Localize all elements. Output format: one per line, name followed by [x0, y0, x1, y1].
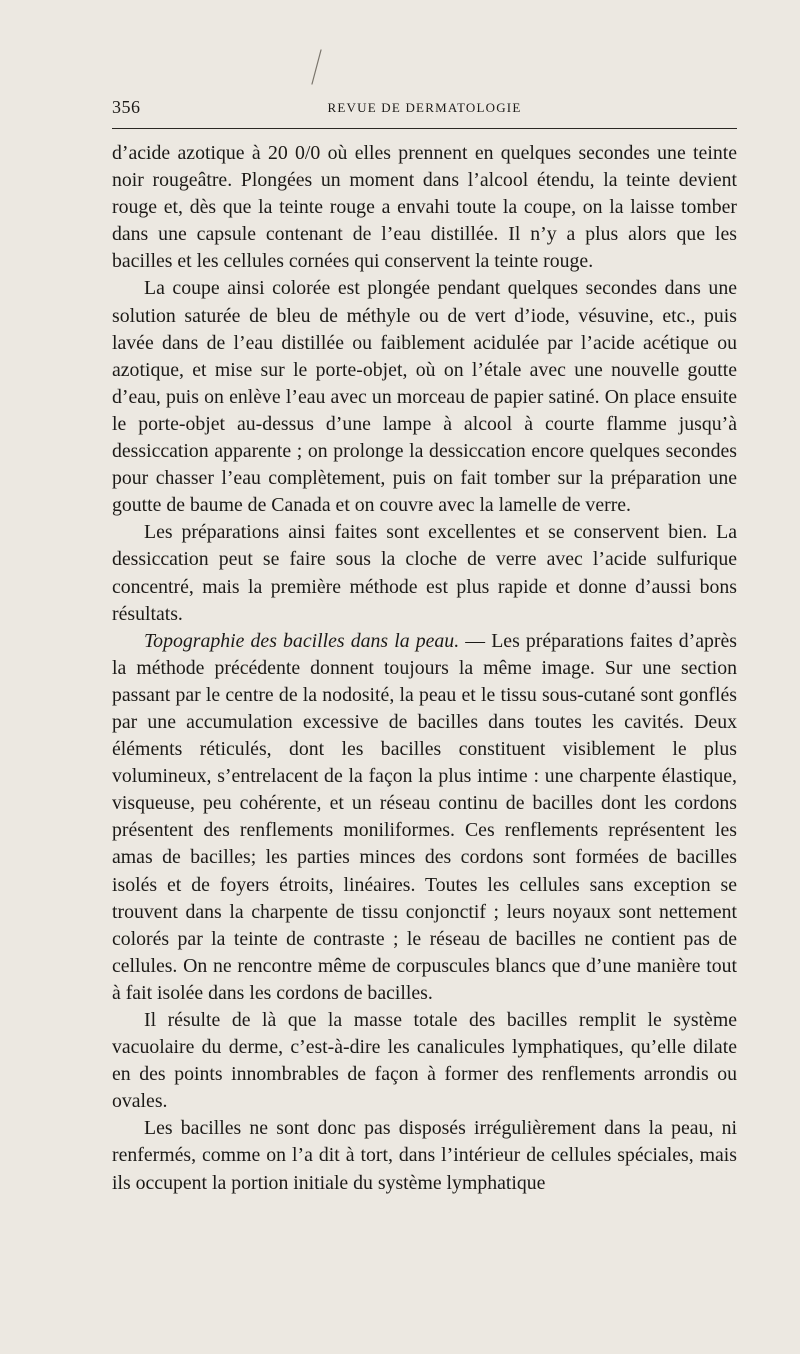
paragraph-text: d’acide azotique à 20 0/0 où elles prennent en quelques secondes une teinte noir rougeâtre. Plongées un moment dans l’alcool étendu, la teinte devient rouge et, dès que la teinte rouge a envahi toute la coupe, on la laisse tomber dans une capsule contenant de l’eau distillée. Il n’y a plus alors que les bacilles et les cellules cornées qui conservent la teinte rouge. — [112, 142, 737, 273]
running-title: REVUE DE DERMATOLOGIE — [327, 100, 522, 115]
paragraph-text: Il résulte de là que la masse totale des bacilles remplit le système vacuolaire du derme, c’est-à-dire les canalicules lymphatiques, qu’elle dilate en des points innombrables de façon à former des renflements arrondis ou ovales. — [112, 1009, 737, 1113]
paragraph — [112, 1007, 737, 1115]
body-text — [112, 140, 737, 1197]
paragraph-text: — Les préparations faites d’après la méthode précédente donnent toujours la même image. Sur une section passant par le centre de la nodosité, la peau et le tissu sous-cutané sont gonflés par une accumulation excessive de bacilles dans toutes les cavités. Deux éléments réticulés, dont les bacilles constituent visiblement le plus volumineux, s’entrelacent de la façon la plus intime : une charpente élastique, visqueuse, peu cohérente, et un réseau continu de bacilles dont les cordons présentent des renflements moniliformes. Ces renflements représentent les amas de bacilles; les parties minces des cordons sont formées de bacilles isolés et de foyers étroits, linéaires. Toutes les cellules sans exception se trouvent dans la charpente de tissu conjonctif ; leurs noyaux sont nettement colorés par la teinte de contraste ; le réseau de bacilles ne contient pas de cellules. On ne rencontre même de corpuscules blancs que d’une manière tout à fait isolée dans les cordons de bacilles. — [112, 629, 737, 1004]
paragraph — [112, 140, 737, 275]
paragraph — [112, 1115, 737, 1196]
paragraph — [112, 628, 737, 1007]
paragraph-text: Les préparations ainsi faites sont excellentes et se conservent bien. La dessiccation peut se faire sous la cloche de verre avec l’acide sulfurique concentré, mais la première méthode est plus rapide et donne d’aussi bons résultats. — [112, 521, 737, 625]
page-header — [112, 97, 737, 123]
paragraph-text: La coupe ainsi colorée est plongée pendant quelques secondes dans une solution saturée de bleu de méthyle ou de vert d’iode, vésuvine, etc., puis lavée dans de l’eau distillée ou faiblement acidulée par l’acide acétique ou azotique, et mise sur le porte-objet, où on l’étale avec une nouvelle goutte d’eau, puis on enlève l’eau avec un morceau de papier satiné. On place ensuite le porte-objet au-dessus d’une lampe à alcool à courte flamme jusqu’à dessiccation apparente ; on prolonge la dessiccation encore quelques secondes pour chasser l’eau complètement, puis on fait tomber sur la préparation une goutte de baume de Canada et on couvre avec la lamelle de verre. — [112, 277, 737, 517]
pencil-stroke-mark — [306, 48, 326, 88]
paragraph — [112, 519, 737, 627]
section-heading: Topographie des bacilles dans la peau. — [144, 629, 460, 652]
page-number: 356 — [112, 97, 141, 117]
header-rule — [112, 128, 737, 129]
paragraph-text: Les bacilles ne sont donc pas disposés irrégulièrement dans la peau, ni renfermés, comme on l’a dit à tort, dans l’intérieur de cellules spéciales, mais ils occupent la portion initiale du système lymphatique — [112, 1117, 737, 1194]
paragraph — [112, 275, 737, 519]
